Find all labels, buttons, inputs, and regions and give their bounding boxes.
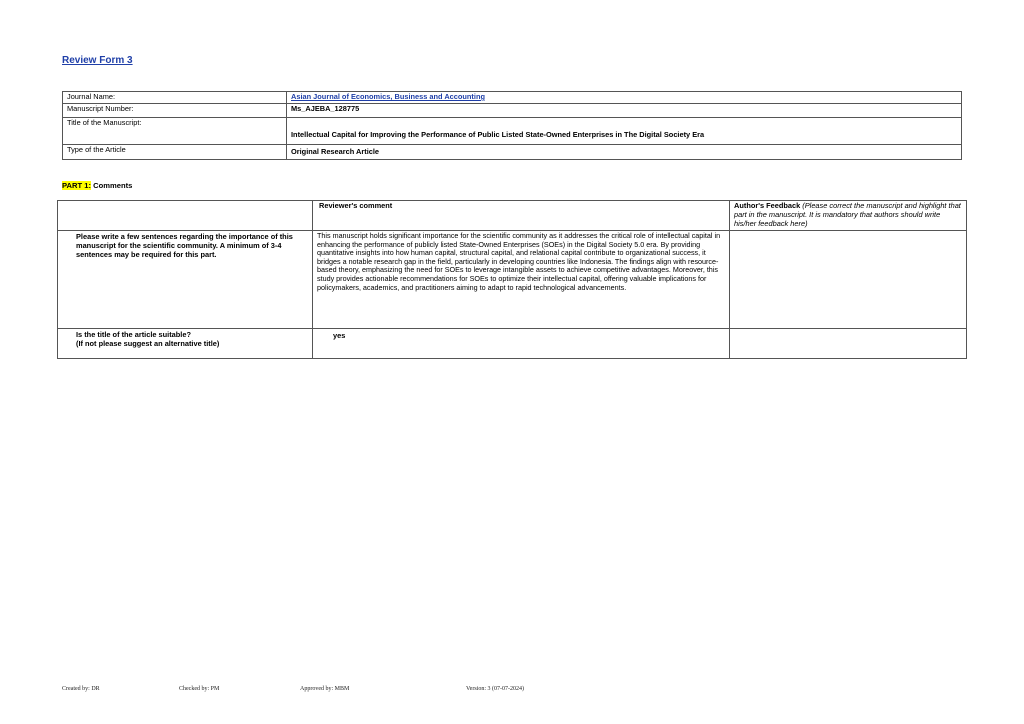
comments-header-row [58,201,967,231]
part1-heading [62,181,132,190]
article-type-label: Type of the Article [63,145,287,160]
footer-created-by: Created by: DR [62,686,100,692]
comment-row-importance [58,231,967,329]
article-type-row [63,145,962,160]
manuscript-number-value: Ms_AJEBA_128775 [287,104,962,118]
author-feedback-title: Author's Feedback [734,201,801,210]
form-title: Review Form 3 [62,55,133,66]
question-title-line2: (If not please suggest an alternative title) [76,339,220,348]
manuscript-number-row [63,104,962,118]
header-reviewer-comment: Reviewer's comment [313,201,730,231]
answer-title-suitable: yes [313,329,730,359]
article-type-value: Original Research Article [287,145,962,160]
question-importance: Please write a few sentences regarding the importance of this manuscript for the scientific community. A minimum of 3-4 sentences may be required for this part. [58,231,313,329]
feedback-importance-cell[interactable] [730,231,967,329]
manuscript-info-table [62,91,962,160]
answer-importance: This manuscript holds significant importance for the scientific community as it addresses the critical role of intellectual capital in enhancing the performance of publicly listed State-Owned Enterprises (SOEs) in the Digital Society 5.0 era. By providing quantitative insights into how human capital, structural capital, and relational capital contribute to organizational success, it bridges a notable research gap in the field, particularly in developing countries like Indonesia. The findings align with resource-based theory, emphasizing the need for SOEs to leverage intangible assets to achieve competitive advantages. Moreover, this study provides actionable recommendations for SOEs to optimize their intellectual capital, offering valuable implications for policymakers, academics, and practitioners aiming to adapt to rapid technological advancements. [313,231,730,329]
question-title-suitable [58,329,313,359]
footer-version: Version: 3 (07-07-2024) [466,686,524,692]
footer-checked-by: Checked by: PM [179,686,220,692]
manuscript-title-label: Title of the Manuscript: [63,118,287,145]
journal-name-row [63,92,962,104]
feedback-title-cell[interactable] [730,329,967,359]
header-empty-cell [58,201,313,231]
part1-heading-title: Comments [90,181,133,190]
manuscript-title-value: Intellectual Capital for Improving the Performance of Public Listed State-Owned Enterprises in The Digital Society Era [287,118,962,145]
header-author-feedback [730,201,967,231]
manuscript-number-label: Manuscript Number: [63,104,287,118]
manuscript-title-row [63,118,962,145]
comments-table [57,200,967,359]
author-feedback-note: (Please correct the manuscript and highlight that part in the manuscript. It is mandatory that authors should write his/her feedback here) [734,201,961,228]
question-title-line1: Is the title of the article suitable? [76,330,191,339]
comment-row-title [58,329,967,359]
part1-heading-label: PART 1: [62,181,91,190]
journal-name-value [287,92,962,104]
journal-name-label: Journal Name: [63,92,287,104]
footer-approved-by: Approved by: MBM [300,686,350,692]
journal-name-link[interactable]: Asian Journal of Economics, Business and Accounting [291,92,485,101]
